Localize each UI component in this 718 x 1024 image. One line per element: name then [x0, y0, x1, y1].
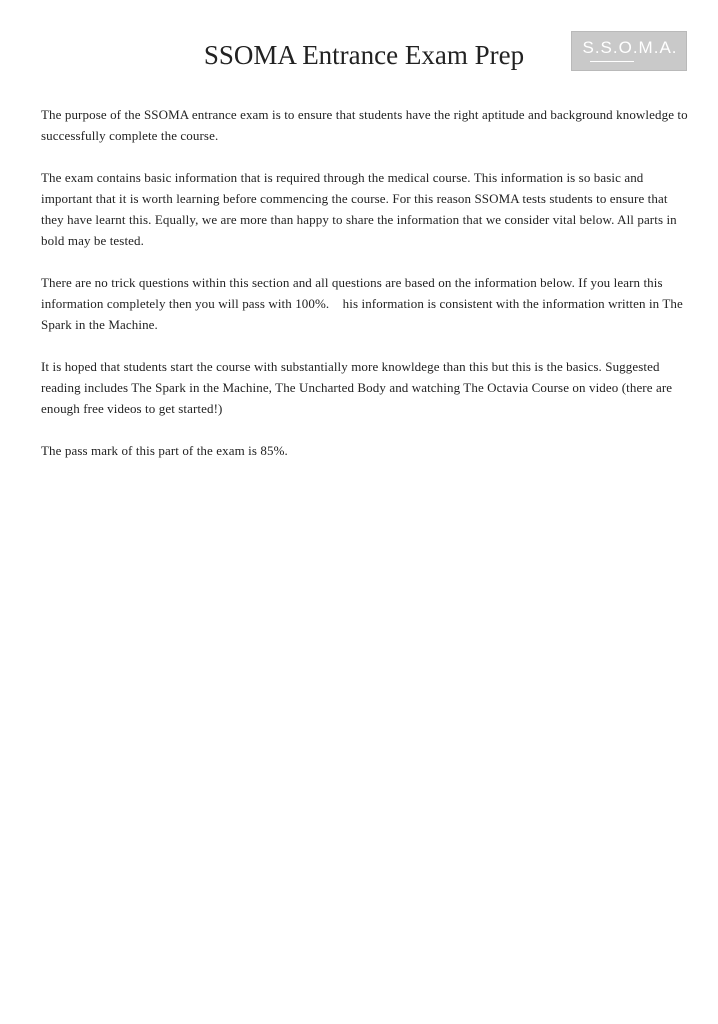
page-title: SSOMA Entrance Exam Prep [203, 40, 525, 70]
paragraph-purpose: The purpose of the SSOMA entrance exam is to ensure that students have the right aptitude and background knowledge to successfully complete the course. [41, 107, 688, 143]
body-text [41, 104, 691, 482]
paragraph-no-trick-questions: There are no trick questions within this section and all questions are based on the information below. If you learn this information completely then you will pass with 100%. his information is consistent with the information written in The Spark in the Machine. [41, 275, 683, 332]
logo-text: S.S.O.M.A. [582, 38, 678, 57]
paragraph-exam-contents: The exam contains basic information that is required through the medical course. This information is so basic and important that it is worth learning before commencing the course. For this reason SSOMA tests students to ensure that they have learnt this. Equally, we are more than happy to share the information that we consider vital below. All parts in bold may be tested. [41, 170, 677, 248]
logo-underline [590, 61, 634, 62]
ssoma-logo [571, 31, 687, 71]
paragraph-pass-mark: The pass mark of this part of the exam is 85%. [41, 443, 288, 458]
paragraph-suggested-reading: It is hoped that students start the course with substantially more knowldege than this but this is the basics. Suggested reading includes The Spark in the Machine, The Uncharted Body and watching The Octavia Course on video (there are enough free videos to get started!) [41, 359, 673, 416]
